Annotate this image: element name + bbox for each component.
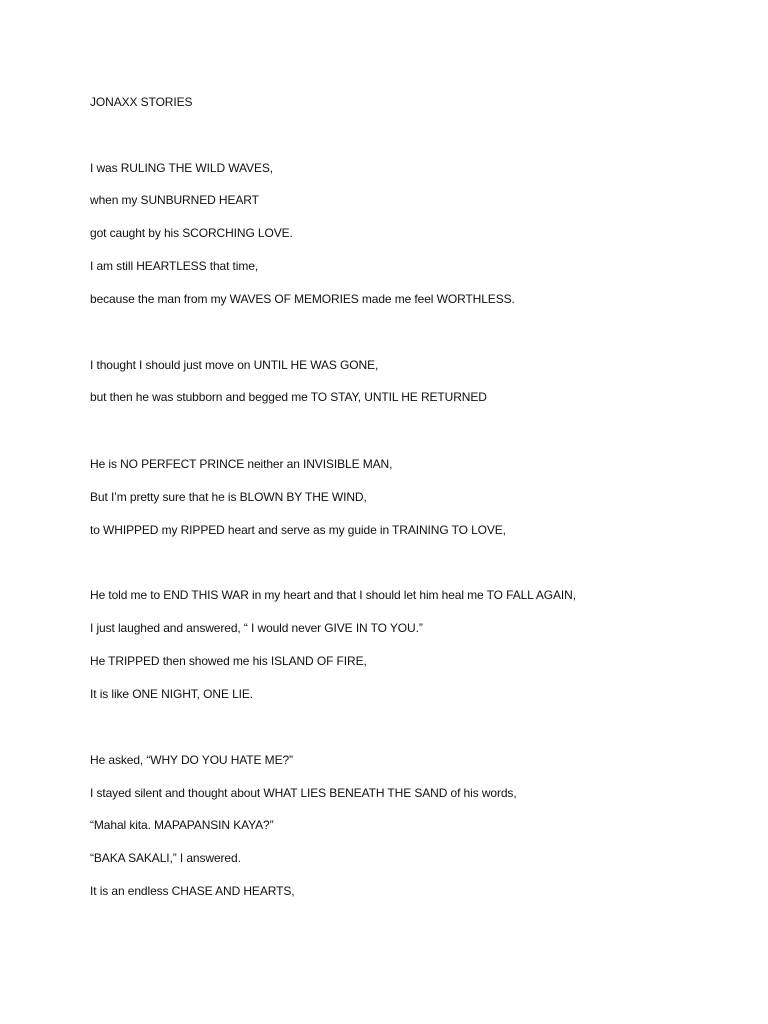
poem-line: He is NO PERFECT PRINCE neither an INVISIBLE MAN, — [90, 457, 393, 471]
poem-line: “BAKA SAKALI,” I answered. — [90, 851, 241, 865]
document-title: JONAXX STORIES — [90, 95, 193, 109]
poem-line: to WHIPPED my RIPPED heart and serve as my guide in TRAINING TO LOVE, — [90, 523, 506, 537]
poem-line: He asked, “WHY DO YOU HATE ME?” — [90, 753, 293, 767]
poem-line: when my SUNBURNED HEART — [90, 193, 259, 207]
poem-line: “Mahal kita. MAPAPANSIN KAYA?” — [90, 818, 274, 832]
poem-line: I just laughed and answered, “ I would never GIVE IN TO YOU.” — [90, 621, 423, 635]
poem-line: I was RULING THE WILD WAVES, — [90, 161, 274, 175]
poem-line: I am still HEARTLESS that time, — [90, 259, 259, 273]
poem-line: But I’m pretty sure that he is BLOWN BY THE WIND, — [90, 490, 367, 504]
poem-line: I stayed silent and thought about WHAT LIES BENEATH THE SAND of his words, — [90, 786, 517, 800]
poem-line: but then he was stubborn and begged me TO STAY, UNTIL HE RETURNED — [90, 390, 487, 404]
poem-line: He TRIPPED then showed me his ISLAND OF FIRE, — [90, 654, 367, 668]
poem-line: I thought I should just move on UNTIL HE WAS GONE, — [90, 358, 379, 372]
poem-line: because the man from my WAVES OF MEMORIES made me feel WORTHLESS. — [90, 292, 515, 306]
poem-line: got caught by his SCORCHING LOVE. — [90, 226, 293, 240]
poem-line: He told me to END THIS WAR in my heart and that I should let him heal me TO FALL AGAIN, — [90, 588, 576, 602]
poem-line: It is an endless CHASE AND HEARTS, — [90, 884, 295, 898]
poem-line: It is like ONE NIGHT, ONE LIE. — [90, 687, 254, 701]
